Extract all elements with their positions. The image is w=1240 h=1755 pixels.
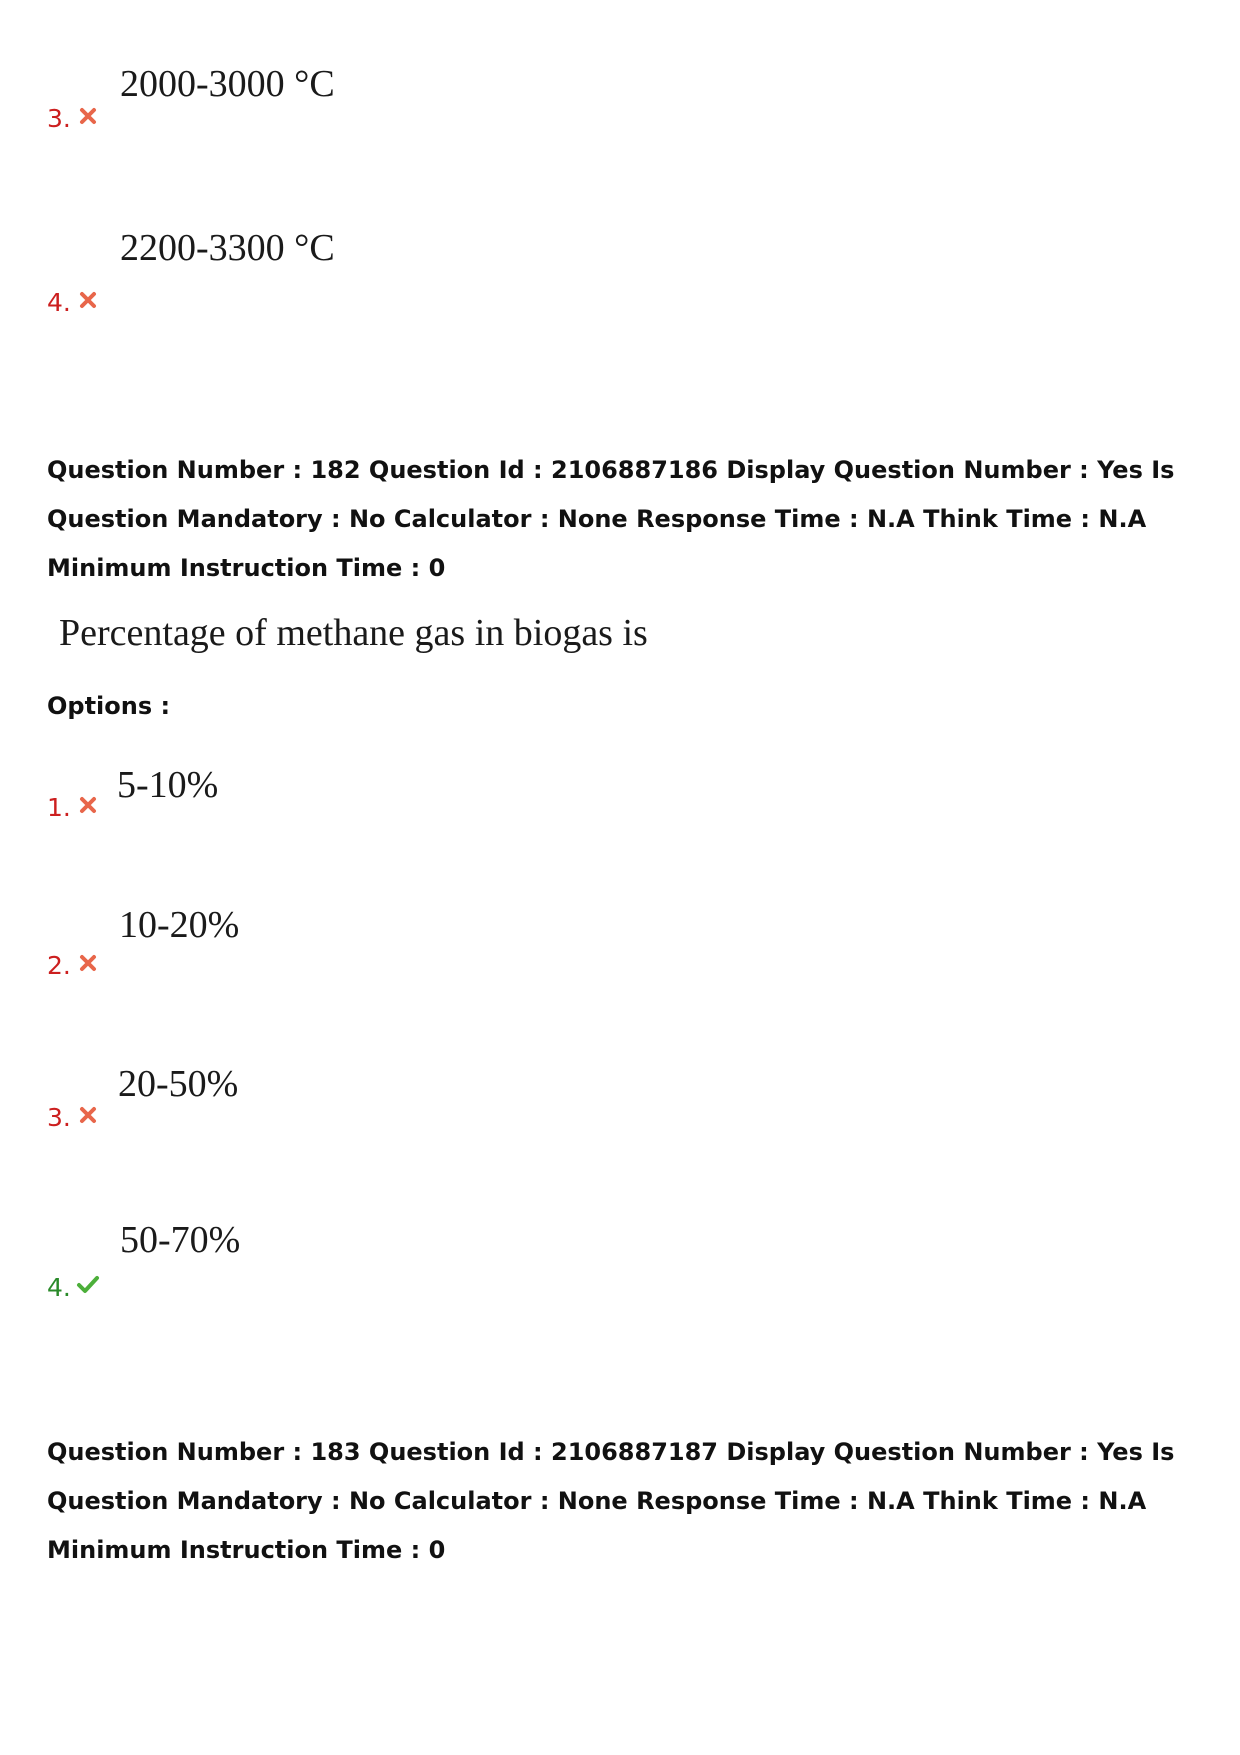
question-182-text: Percentage of methane gas in biogas is xyxy=(59,612,648,654)
option-number: 1. xyxy=(47,793,71,822)
option-text: 5-10% xyxy=(117,764,219,806)
cross-icon xyxy=(78,1105,98,1125)
question-182-meta: Question Number : 182 Question Id : 2106887186 Display Question Number : Yes Is Question Mandatory : No Calculator : None Response Time : N.A Think Time : N.A Minimum Instruction Time : 0 xyxy=(47,456,1175,582)
option-text: 2000-3000 °C xyxy=(120,63,335,105)
check-icon xyxy=(76,1274,100,1296)
cross-icon xyxy=(78,106,98,126)
option-number: 3. xyxy=(47,104,71,133)
option-number: 4. xyxy=(47,288,71,317)
option-number: 2. xyxy=(47,951,71,980)
option-number: 4. xyxy=(47,1273,71,1302)
cross-icon xyxy=(78,953,98,973)
question-183-meta: Question Number : 183 Question Id : 2106887187 Display Question Number : Yes Is Question Mandatory : No Calculator : None Response Time : N.A Think Time : N.A Minimum Instruction Time : 0 xyxy=(47,1438,1175,1564)
option-text: 10-20% xyxy=(119,904,240,946)
cross-icon xyxy=(78,290,98,310)
option-text: 2200-3300 °C xyxy=(120,227,335,269)
cross-icon xyxy=(78,795,98,815)
option-text: 20-50% xyxy=(118,1063,239,1105)
options-label: Options : xyxy=(47,692,171,720)
option-number: 3. xyxy=(47,1103,71,1132)
option-text: 50-70% xyxy=(120,1219,241,1261)
